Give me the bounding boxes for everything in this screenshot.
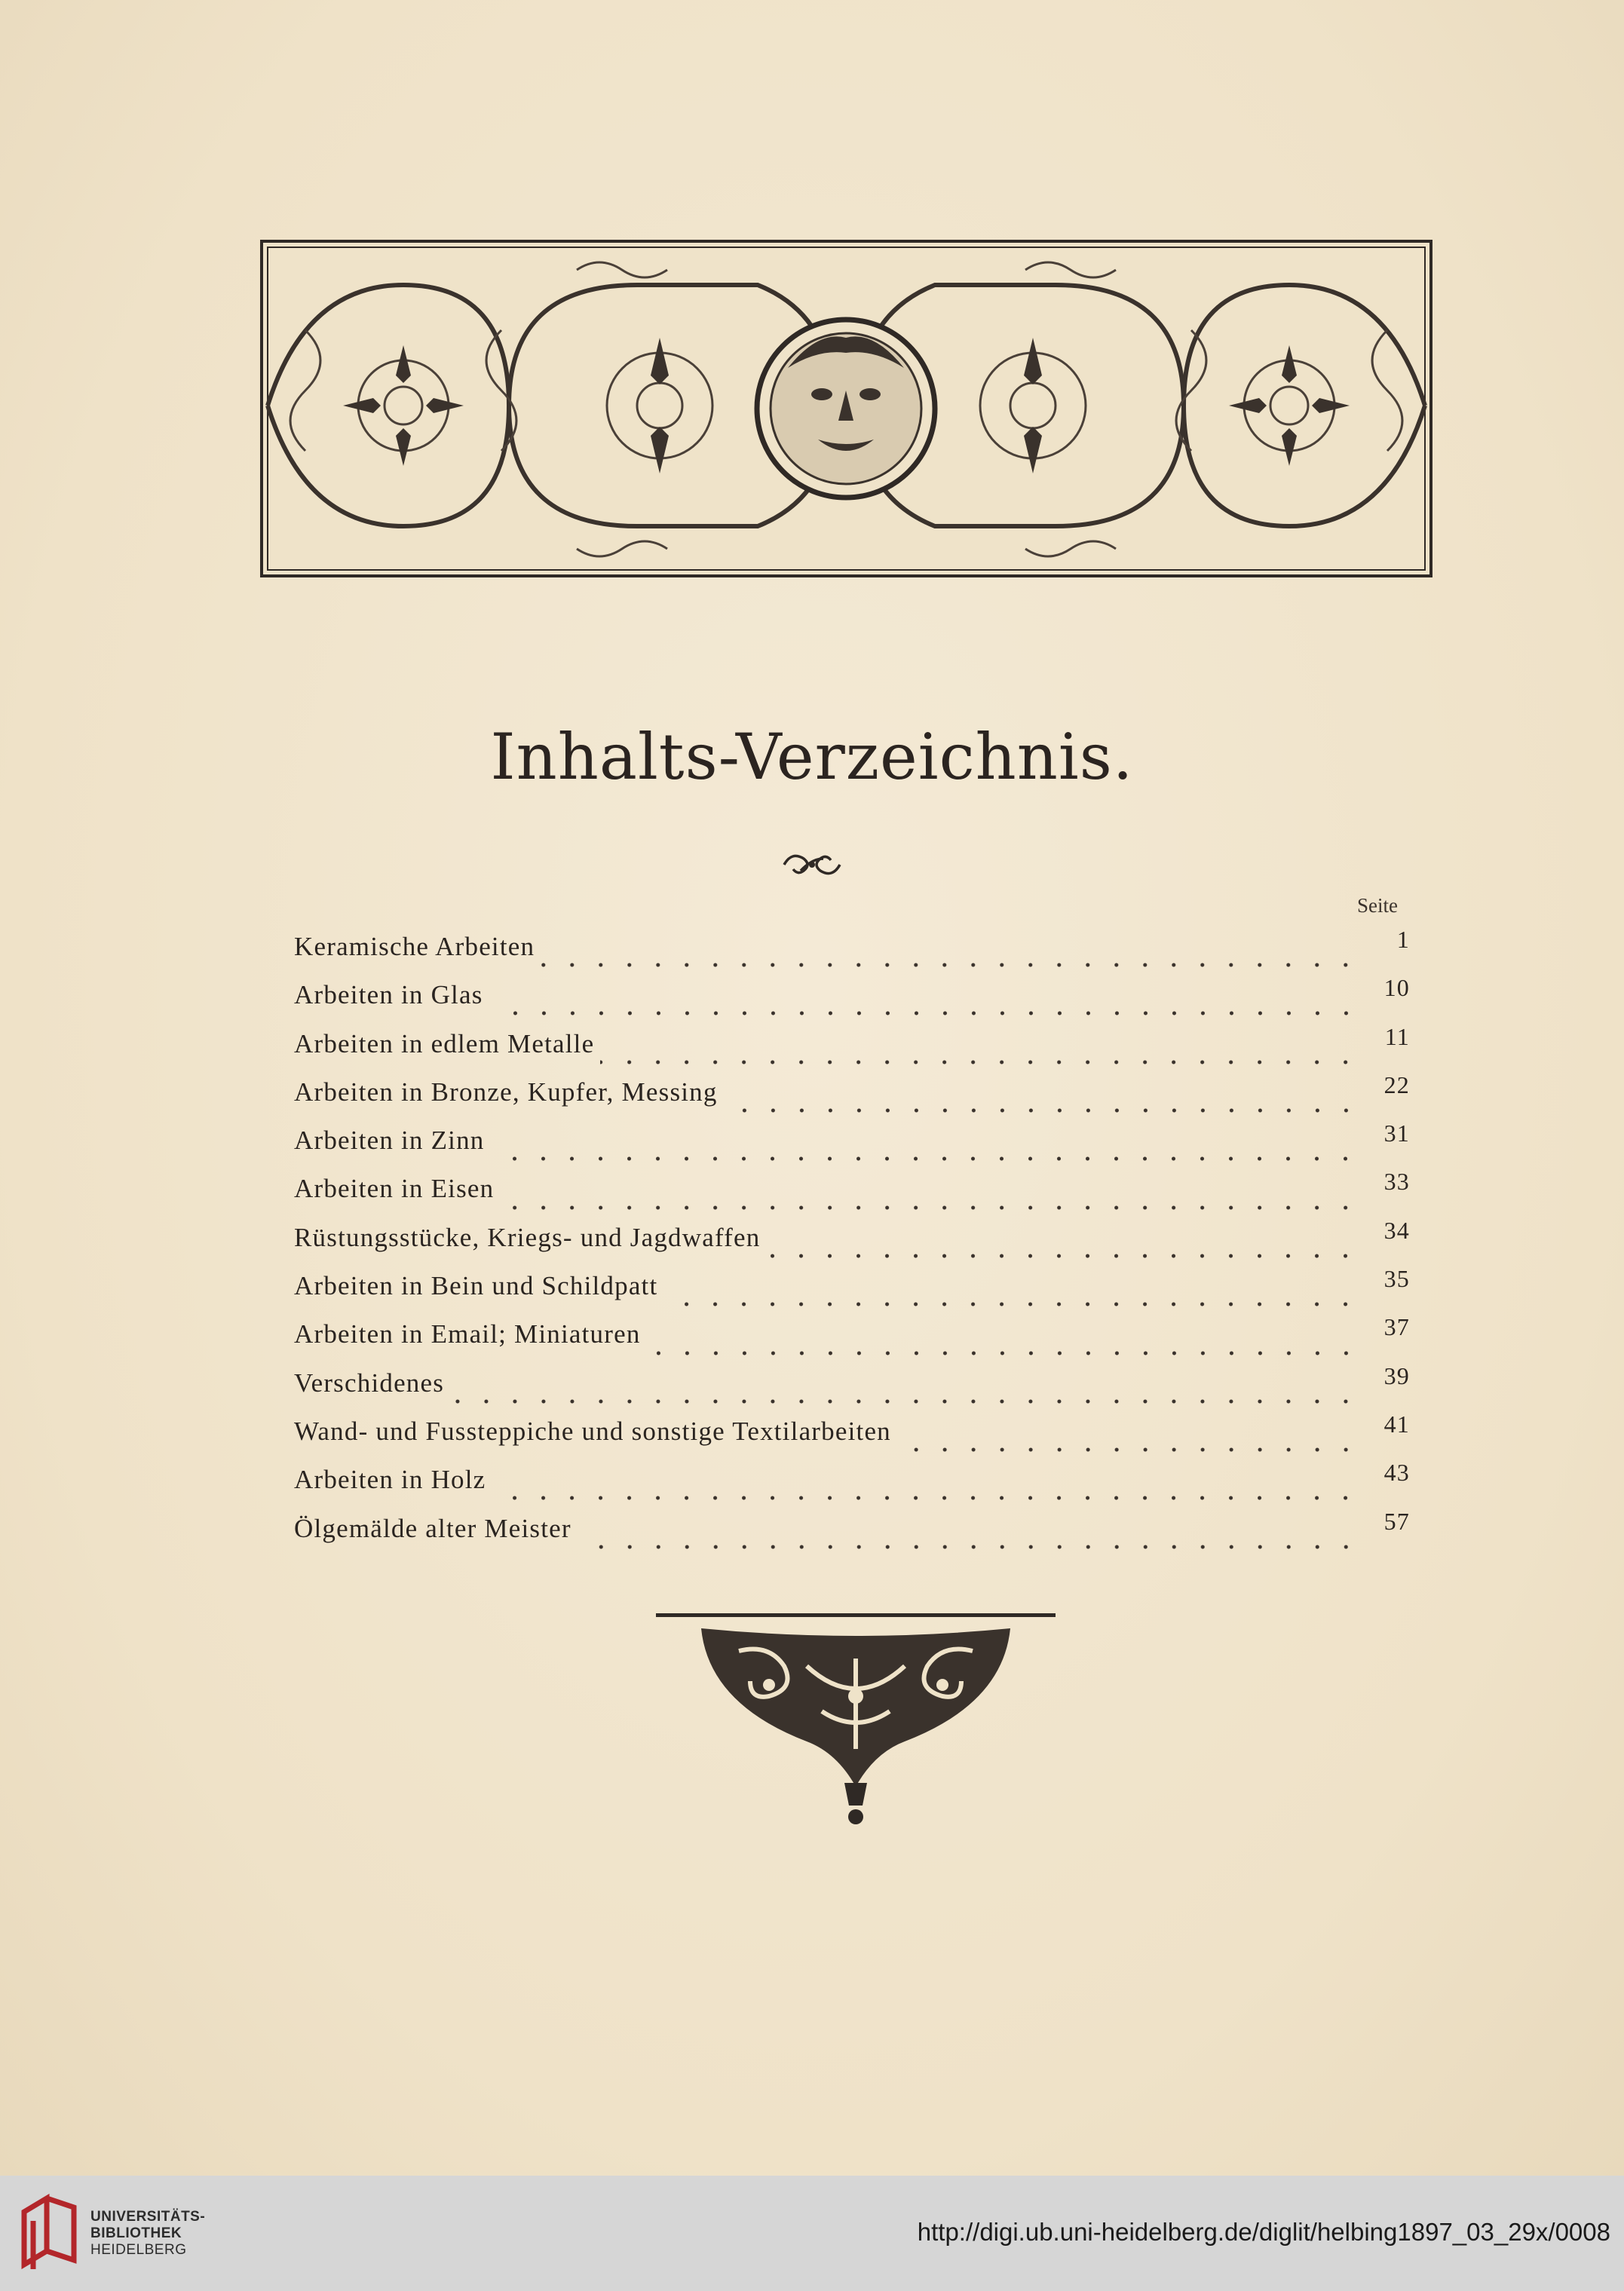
toc-entry-page: 43 — [1383, 1459, 1410, 1487]
dot-leader — [724, 1108, 1360, 1113]
logo-line: UNIVERSITÄTS- — [90, 2209, 206, 2225]
toc-entry-label: Wand- und Fussteppiche und sonstige Textilarbeiten — [294, 1416, 891, 1446]
table-of-contents — [294, 926, 1410, 1562]
dot-leader — [647, 1351, 1360, 1355]
toc-entry-page: 11 — [1384, 1022, 1410, 1050]
toc-entry-label: Verschidenes — [294, 1368, 445, 1398]
toc-entry — [294, 1216, 1410, 1271]
toc-entry — [294, 1119, 1410, 1174]
toc-entry-page: 41 — [1383, 1410, 1410, 1438]
dot-leader — [600, 1060, 1360, 1064]
dot-leader — [492, 1496, 1360, 1500]
page-title: Inhalts-Verzeichnis. — [490, 720, 1134, 794]
library-logo-text — [90, 2209, 205, 2259]
toc-entry-page: 10 — [1383, 974, 1410, 1002]
toc-entry-label: Arbeiten in Glas — [294, 980, 483, 1010]
toc-entry-label: Arbeiten in Zinn — [294, 1126, 485, 1156]
fleuron-ornament — [778, 848, 846, 881]
toc-entry-label: Keramische Arbeiten — [294, 932, 535, 961]
footer-bar — [0, 2176, 1624, 2291]
toc-entry-label: Arbeiten in Holz — [294, 1465, 486, 1495]
toc-entry-page: 33 — [1383, 1168, 1410, 1196]
dot-leader — [897, 1447, 1360, 1452]
toc-entry — [294, 1313, 1410, 1368]
toc-entry — [294, 1507, 1410, 1562]
page-column-header: Seite — [1357, 894, 1398, 917]
toc-entry — [294, 1410, 1410, 1465]
tailpiece-ornament — [656, 1613, 1056, 1832]
toc-entry-page: 1 — [1396, 926, 1410, 953]
toc-entry — [294, 926, 1410, 980]
toc-entry-label: Arbeiten in edlem Metalle — [294, 1028, 595, 1058]
toc-entry-label: Arbeiten in Bein und Schildpatt — [294, 1271, 658, 1301]
toc-entry-page: 37 — [1383, 1313, 1410, 1341]
toc-entry-page: 35 — [1383, 1265, 1410, 1293]
toc-entry-label: Ölgemälde alter Meister — [294, 1513, 571, 1543]
toc-entry-label: Rüstungsstücke, Kriegs- und Jagdwaffen — [294, 1222, 761, 1252]
dot-leader — [489, 1011, 1360, 1015]
permalink-url[interactable]: http://digi.ub.uni-heidelberg.de/diglit/helbing1897_03_29x/0008 — [917, 2218, 1610, 2246]
toc-entry-label: Arbeiten in Bronze, Kupfer, Messing — [294, 1077, 718, 1107]
toc-entry — [294, 1265, 1410, 1319]
logo-line: BIBLIOTHEK — [90, 2225, 182, 2241]
ornamental-headpiece — [260, 240, 1432, 577]
dot-leader — [450, 1399, 1360, 1404]
toc-entry-label: Arbeiten in Email; Miniaturen — [294, 1319, 641, 1349]
dot-leader — [490, 1156, 1360, 1161]
toc-entry-page: 39 — [1383, 1361, 1410, 1389]
toc-entry-page: 34 — [1383, 1216, 1410, 1244]
toc-entry-page: 31 — [1383, 1119, 1410, 1147]
toc-entry-label: Arbeiten in Eisen — [294, 1174, 495, 1204]
toc-entry — [294, 1022, 1410, 1077]
toc-entry — [294, 974, 1410, 1028]
toc-entry — [294, 1361, 1410, 1417]
dot-leader — [766, 1254, 1360, 1258]
dot-leader — [500, 1205, 1360, 1210]
toc-entry — [294, 1070, 1410, 1126]
toc-entry — [294, 1168, 1410, 1222]
toc-entry-page: 22 — [1383, 1070, 1410, 1098]
toc-entry-page: 57 — [1383, 1507, 1410, 1535]
logo-line: HEIDELBERG — [90, 2242, 187, 2258]
dot-leader — [578, 1545, 1360, 1549]
dot-leader — [663, 1302, 1360, 1306]
toc-entry — [294, 1459, 1410, 1513]
library-logo-icon — [17, 2191, 81, 2275]
dot-leader — [541, 963, 1360, 967]
